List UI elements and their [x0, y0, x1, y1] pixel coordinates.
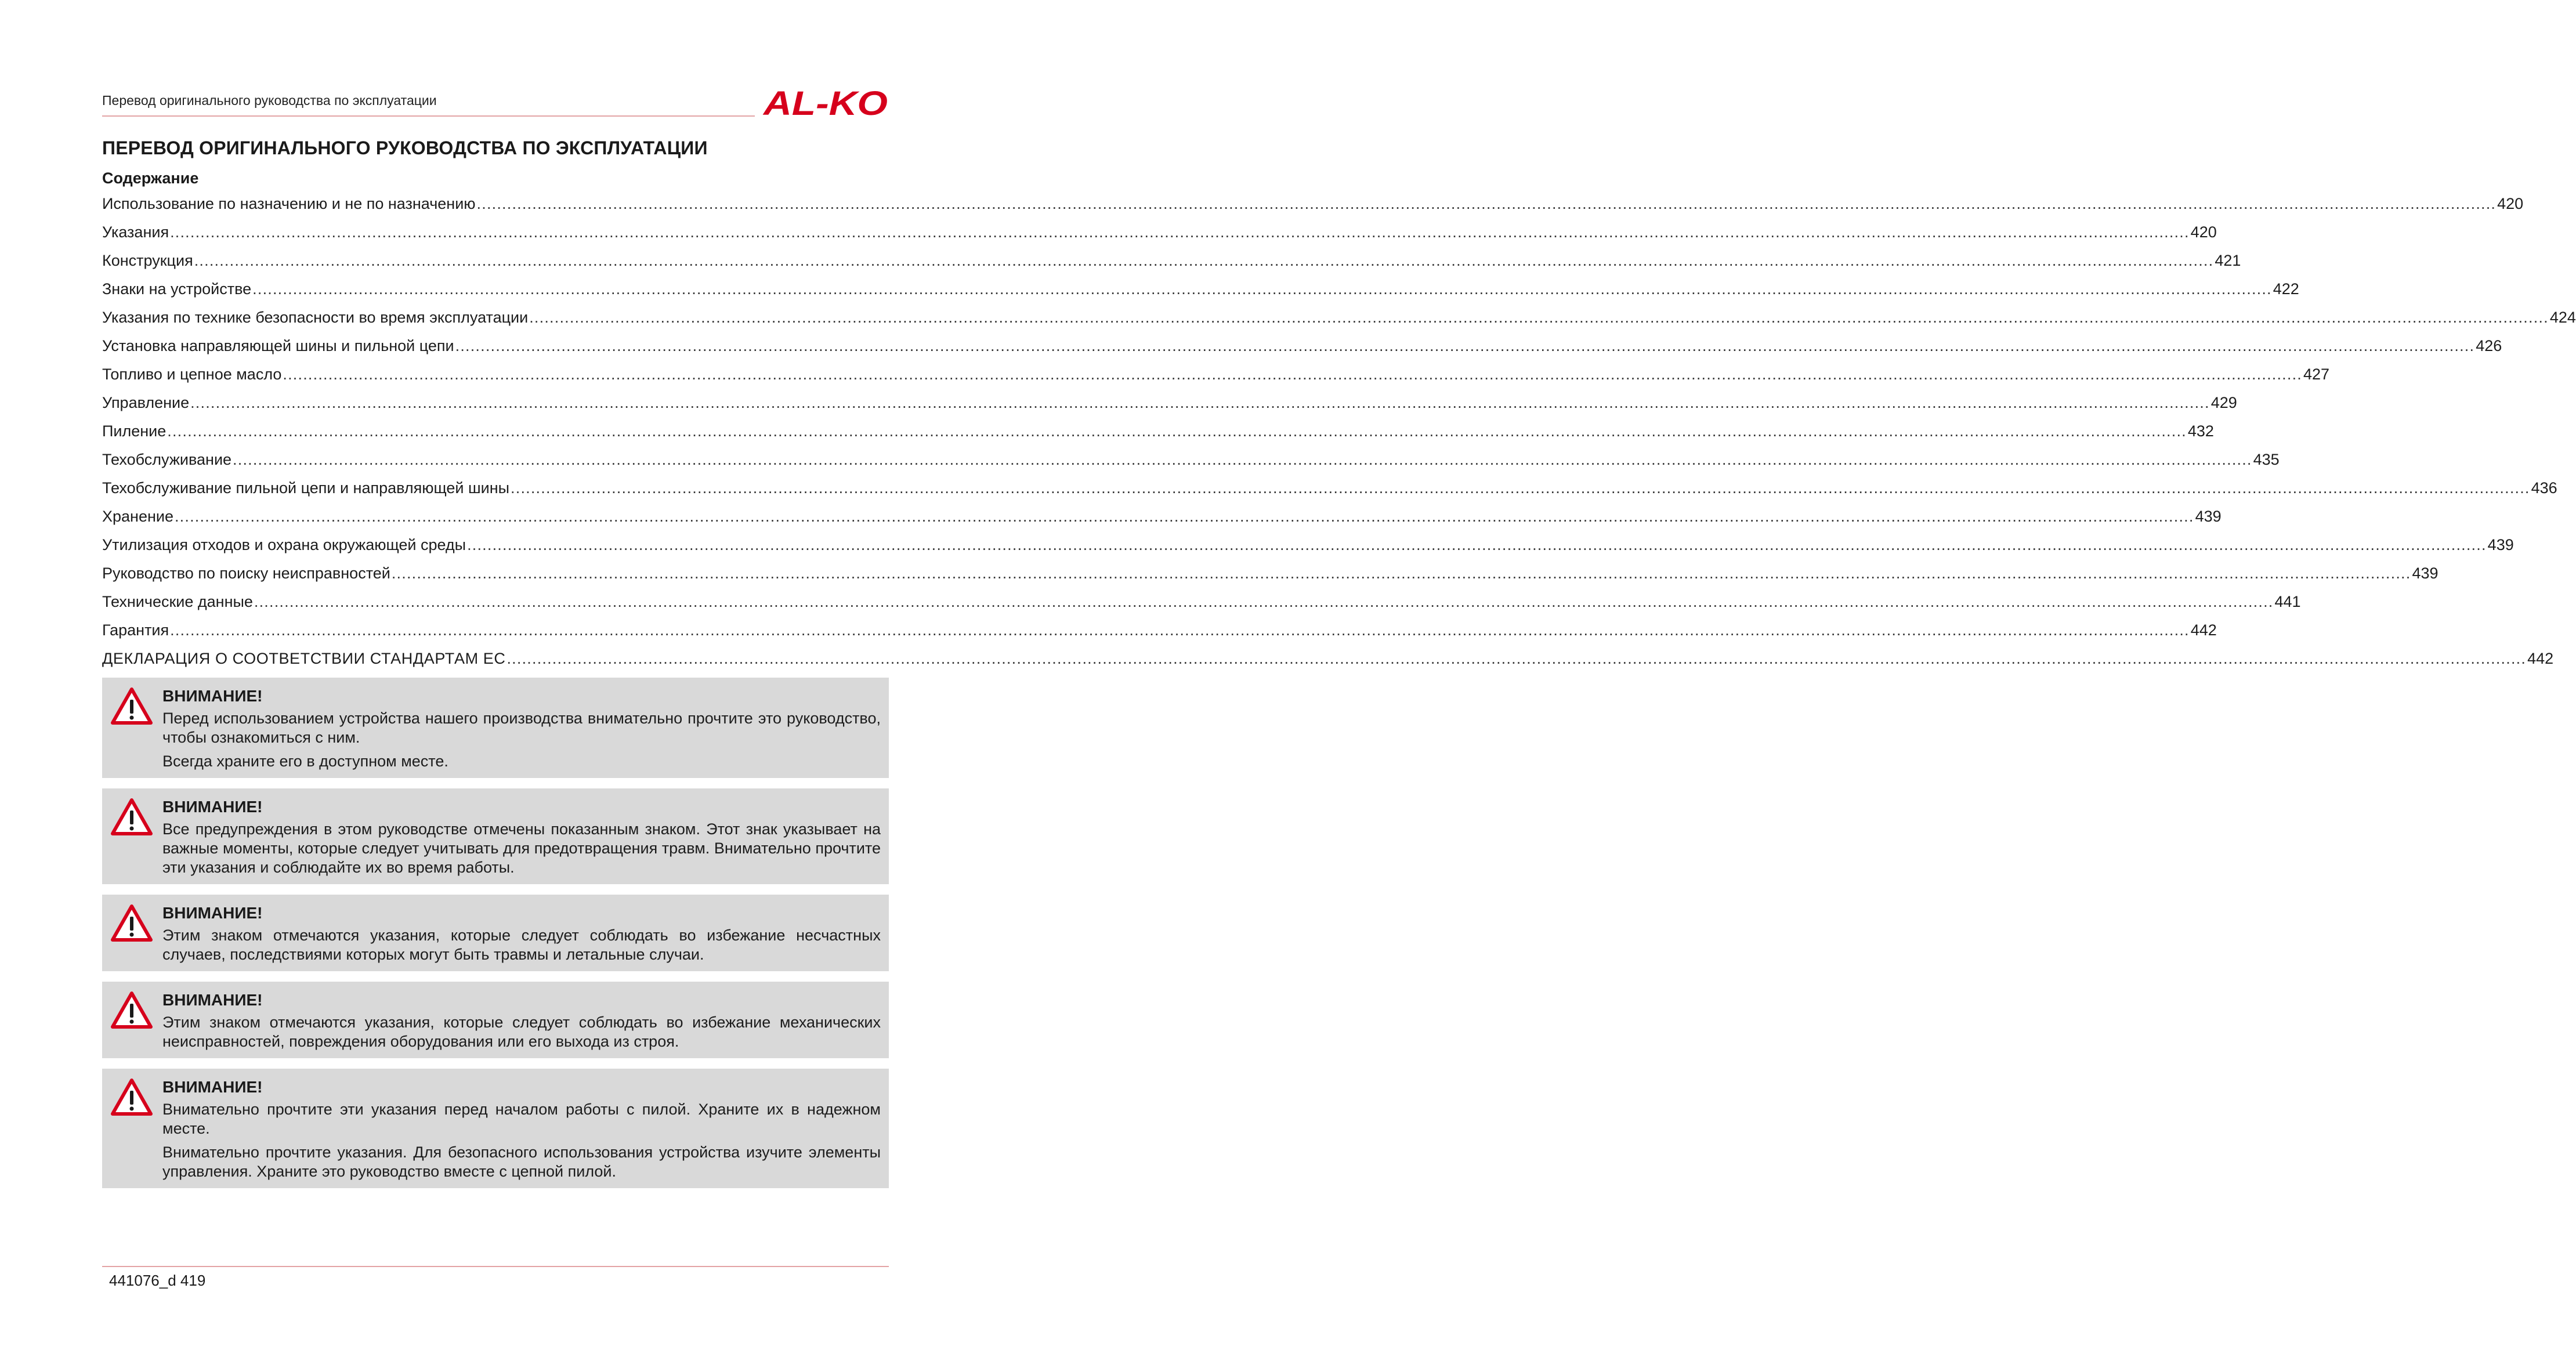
toc-leader-dots: ................................................................................................................................................................................................................................................................................................................................................................................................................ — [252, 280, 2272, 298]
toc-leader-dots: ................................................................................................................................................................................................................................................................................................................................................................................................................ — [167, 422, 2187, 440]
warning-text: Этим знаком отмечаются указания, которые следует соблюдать во избежание механических неисправностей, повреждения оборудования или его выхода из строя. — [162, 1014, 881, 1050]
toc-entry-label: Технические данные — [102, 593, 253, 610]
toc-entry — [102, 508, 2222, 536]
toc-entry-label: Топливо и цепное масло — [102, 366, 282, 383]
warning-box — [102, 895, 889, 971]
toc-entry-label: Пиление — [102, 422, 167, 440]
toc-entry-label: Гарантия — [102, 621, 169, 639]
toc-leader-dots: ................................................................................................................................................................................................................................................................................................................................................................................................................ — [170, 621, 2190, 639]
toc-entry-label: Указания — [102, 223, 169, 241]
toc-leader-dots: ................................................................................................................................................................................................................................................................................................................................................................................................................ — [529, 309, 2549, 326]
toc-entry-label: Управление — [102, 394, 190, 411]
toc-entry — [102, 564, 2438, 593]
toc-entry-page: 426 — [2476, 337, 2502, 354]
toc-entry-page: 420 — [2497, 195, 2524, 212]
header-divider — [102, 115, 755, 117]
toc-entry — [102, 621, 2217, 650]
warning-text: Перед использованием устройства нашего производства внимательно прочтите это руководство, чтобы ознакомиться с ним. — [162, 710, 881, 746]
footer-page-code: 441076_d 419 — [109, 1272, 206, 1289]
toc-entry — [102, 366, 2330, 394]
warning-title: ВНИМАНИЕ! — [162, 991, 263, 1009]
toc-leader-dots: ................................................................................................................................................................................................................................................................................................................................................................................................................ — [233, 451, 2252, 468]
alko-logo-text: AL-KO — [762, 85, 888, 122]
toc-entry-page: 427 — [2303, 366, 2330, 383]
toc-leader-dots: ................................................................................................................................................................................................................................................................................................................................................................................................................ — [190, 394, 2210, 411]
toc-entry — [102, 479, 2557, 508]
toc-entry — [102, 536, 2514, 564]
toc-entry — [102, 422, 2214, 451]
alko-logo — [764, 87, 891, 120]
toc-entry-page: 429 — [2210, 394, 2237, 411]
warning-text: Все предупреждения в этом руководстве отмечены показанным знаком. Этот знак указывает на важные моменты, которые следует учитывать для предотвращения травм. Внимательно прочтите эти указания и соблюдайте их во время работы. — [162, 820, 881, 876]
toc-entry-page: 439 — [2412, 564, 2438, 582]
toc-entry-page: 424 — [2549, 309, 2576, 326]
toc-entry — [102, 394, 2237, 422]
toc-entry — [102, 195, 2524, 223]
warning-title: ВНИМАНИЕ! — [162, 1078, 263, 1096]
toc-heading: Содержание — [102, 169, 199, 187]
toc-entry-label: Знаки на устройстве — [102, 280, 252, 298]
warning-title: ВНИМАНИЕ! — [162, 904, 263, 922]
toc-entry-page: 432 — [2187, 422, 2214, 440]
warning-triangle-icon — [110, 1078, 153, 1116]
toc-entry-label: Утилизация отходов и охрана окружающей среды — [102, 536, 466, 553]
toc-entry — [102, 309, 2576, 337]
toc-entry-label: Конструкция — [102, 252, 193, 269]
warning-title: ВНИМАНИЕ! — [162, 687, 263, 705]
toc-entry-page: 420 — [2190, 223, 2217, 241]
toc-leader-dots: ................................................................................................................................................................................................................................................................................................................................................................................................................ — [506, 650, 2527, 667]
warning-triangle-icon — [110, 991, 153, 1029]
toc-entry-label: ДЕКЛАРАЦИЯ О СООТВЕТСТВИИ СТАНДАРТАМ ЕС — [102, 650, 506, 667]
toc-entry-page: 442 — [2527, 650, 2554, 667]
warning-triangle-icon — [110, 687, 153, 725]
warning-text-secondary: Внимательно прочтите указания. Для безопасного использования устройства изучите элементы управления. Храните это руководство вместе с цепной пилой. — [162, 1144, 881, 1180]
warning-box — [102, 788, 889, 884]
toc-leader-dots: ................................................................................................................................................................................................................................................................................................................................................................................................................ — [194, 252, 2214, 269]
toc-entry-label: Техобслуживание — [102, 451, 232, 468]
toc-leader-dots: ................................................................................................................................................................................................................................................................................................................................................................................................................ — [391, 564, 2411, 582]
toc-entry-label: Руководство по поиску неисправностей — [102, 564, 390, 582]
warning-triangle-icon — [110, 798, 153, 836]
toc-leader-dots: ................................................................................................................................................................................................................................................................................................................................................................................................................ — [254, 593, 2274, 610]
toc-entry — [102, 650, 2554, 678]
running-header: Перевод оригинального руководства по эксплуатации — [102, 93, 437, 108]
toc-leader-dots: ................................................................................................................................................................................................................................................................................................................................................................................................................ — [476, 195, 2497, 212]
toc-entry — [102, 223, 2217, 252]
toc-entry-label: Хранение — [102, 508, 173, 525]
toc-entry-page: 442 — [2190, 621, 2217, 639]
toc-entry-page: 422 — [2273, 280, 2299, 298]
warning-triangle-icon — [110, 904, 153, 942]
toc-entry-page: 439 — [2195, 508, 2222, 525]
toc-entry — [102, 280, 2299, 309]
warning-text-secondary: Всегда храните его в доступном месте. — [162, 752, 448, 770]
footer-divider — [102, 1266, 889, 1267]
toc-entry-page: 441 — [2274, 593, 2301, 610]
toc-leader-dots: ................................................................................................................................................................................................................................................................................................................................................................................................................ — [170, 223, 2190, 241]
toc-entry-page: 421 — [2215, 252, 2241, 269]
toc-entry — [102, 451, 2280, 479]
toc-leader-dots: ................................................................................................................................................................................................................................................................................................................................................................................................................ — [467, 536, 2487, 553]
warning-text: Внимательно прочтите эти указания перед началом работы с пилой. Храните их в надежном месте. — [162, 1101, 881, 1137]
toc-leader-dots: ................................................................................................................................................................................................................................................................................................................................................................................................................ — [511, 479, 2530, 497]
table-of-contents — [102, 195, 2576, 678]
toc-entry-label: Установка направляющей шины и пильной цепи — [102, 337, 454, 354]
toc-leader-dots: ................................................................................................................................................................................................................................................................................................................................................................................................................ — [174, 508, 2194, 525]
toc-entry — [102, 593, 2301, 621]
warning-box — [102, 1069, 889, 1188]
toc-leader-dots: ................................................................................................................................................................................................................................................................................................................................................................................................................ — [455, 337, 2475, 354]
warning-list — [102, 678, 889, 1199]
warning-title: ВНИМАНИЕ! — [162, 798, 263, 816]
toc-leader-dots: ................................................................................................................................................................................................................................................................................................................................................................................................................ — [283, 366, 2302, 383]
toc-entry-label: Использование по назначению и не по назначению — [102, 195, 476, 212]
warning-box — [102, 982, 889, 1058]
toc-entry-page: 439 — [2487, 536, 2514, 553]
warning-text: Этим знаком отмечаются указания, которые следует соблюдать во избежание несчастных случаев, последствиями которых могут быть травмы и летальные случаи. — [162, 927, 881, 963]
toc-entry-label: Техобслуживание пильной цепи и направляющей шины — [102, 479, 510, 497]
page-title: ПЕРЕВОД ОРИГИНАЛЬНОГО РУКОВОДСТВА ПО ЭКСПЛУАТАЦИИ — [102, 137, 708, 158]
toc-entry — [102, 337, 2502, 366]
toc-entry — [102, 252, 2241, 280]
toc-entry-label: Указания по технике безопасности во время эксплуатации — [102, 309, 529, 326]
warning-box — [102, 678, 889, 778]
toc-entry-page: 436 — [2531, 479, 2557, 497]
toc-entry-page: 435 — [2253, 451, 2280, 468]
